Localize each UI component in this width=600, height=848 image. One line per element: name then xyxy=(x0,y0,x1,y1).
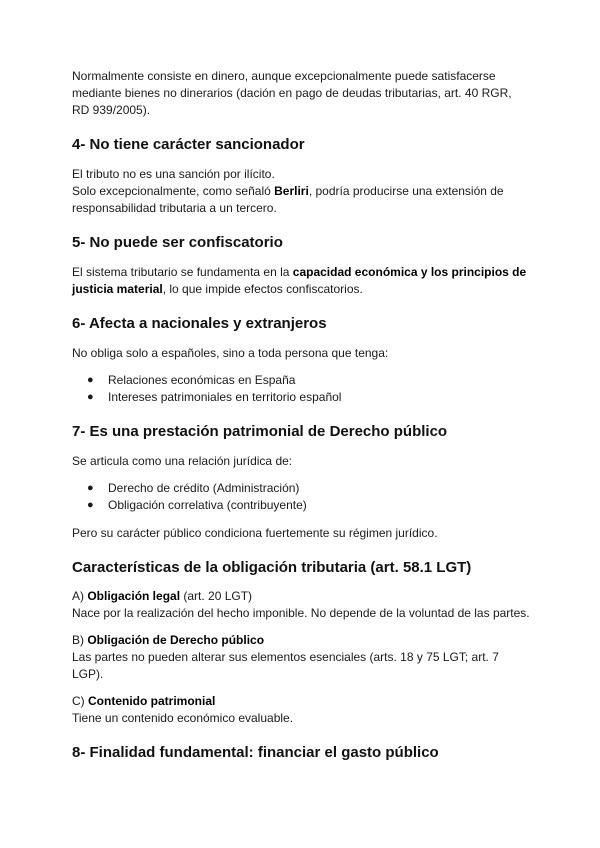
section-8-heading: 8- Finalidad fundamental: financiar el gasto público xyxy=(72,744,439,761)
intro-paragraph: Normalmente consiste en dinero, aunque excepcionalmente puede satisfacerse mediante bienes no dinerarios (dación en pago de deudas tributarias, art. 40 RGR, RD 939/2005). xyxy=(72,69,512,117)
characteristic-c-bold: Contenido patrimonial xyxy=(88,694,216,708)
document-page xyxy=(72,68,532,763)
characteristic-b xyxy=(72,632,532,683)
section-5-bold: capacidad económica y los principios de justicia material xyxy=(72,265,527,296)
characteristic-b-bold: Obligación de Derecho público xyxy=(87,633,265,647)
bullet-icon: ● xyxy=(87,482,94,494)
bullet-icon: ● xyxy=(87,374,94,386)
characteristic-a-suffix: (art. 20 LGT) xyxy=(180,589,253,603)
caracteristicas-heading: Características de la obligación tributaria (art. 58.1 LGT) xyxy=(72,559,472,576)
characteristic-a xyxy=(72,588,532,622)
berliri-bold: Berliri xyxy=(274,184,309,198)
characteristic-b-prefix: B) xyxy=(72,633,88,647)
list-item xyxy=(72,497,532,514)
section-7-list xyxy=(72,480,532,514)
section-6-intro: No obliga solo a españoles, sino a toda persona que tenga: xyxy=(72,346,389,360)
characteristic-a-bold: Obligación legal xyxy=(87,589,181,603)
section-5-heading: 5- No puede ser confiscatorio xyxy=(72,234,283,251)
section-6-heading: 6- Afecta a nacionales y extranjeros xyxy=(72,315,327,332)
section-5-text-pre: El sistema tributario se fundamenta en la xyxy=(72,265,293,279)
characteristic-a-title xyxy=(72,588,532,605)
list-item-text: Obligación correlativa (contribuyente) xyxy=(108,498,307,512)
characteristic-c xyxy=(72,693,532,727)
section-4-text-post: , podría producirse una extensión de responsabilidad tributaria a un tercero. xyxy=(72,184,504,215)
section-4-text-pre: Solo excepcionalmente, como señaló xyxy=(72,184,275,198)
section-4-heading: 4- No tiene carácter sancionador xyxy=(72,136,305,153)
list-item xyxy=(72,480,532,497)
characteristic-c-title xyxy=(72,693,532,710)
bullet-icon: ● xyxy=(87,391,94,403)
section-7-closing: Pero su carácter público condiciona fuertemente su régimen jurídico. xyxy=(72,526,438,540)
section-4-line-1: El tributo no es una sanción por ilícito. xyxy=(72,167,275,181)
bullet-icon: ● xyxy=(87,499,94,511)
section-7-intro: Se articula como una relación jurídica de: xyxy=(72,454,293,468)
list-item-text: Intereses patrimoniales en territorio español xyxy=(108,390,342,404)
list-item-text: Derecho de crédito (Administración) xyxy=(108,481,300,495)
characteristic-a-prefix: A) xyxy=(72,589,88,603)
characteristic-b-text: Las partes no pueden alterar sus elementos esenciales (arts. 18 y 75 LGT; art. 7 LGP). xyxy=(72,650,499,681)
list-item-text: Relaciones económicas en España xyxy=(108,373,296,387)
section-5-paragraph xyxy=(72,264,532,298)
characteristic-a-text: Nace por la realización del hecho imponible. No depende de la voluntad de las partes. xyxy=(72,606,530,620)
list-item xyxy=(72,372,532,389)
list-item xyxy=(72,389,532,406)
characteristic-b-title xyxy=(72,632,532,649)
section-7-heading: 7- Es una prestación patrimonial de Derecho público xyxy=(72,423,448,440)
section-4-line-2 xyxy=(72,183,532,217)
characteristic-c-text: Tiene un contenido económico evaluable. xyxy=(72,711,294,725)
section-6-list xyxy=(72,372,532,406)
section-5-text-post: , lo que impide efectos confiscatorios. xyxy=(162,282,363,296)
characteristic-c-prefix: C) xyxy=(72,694,88,708)
